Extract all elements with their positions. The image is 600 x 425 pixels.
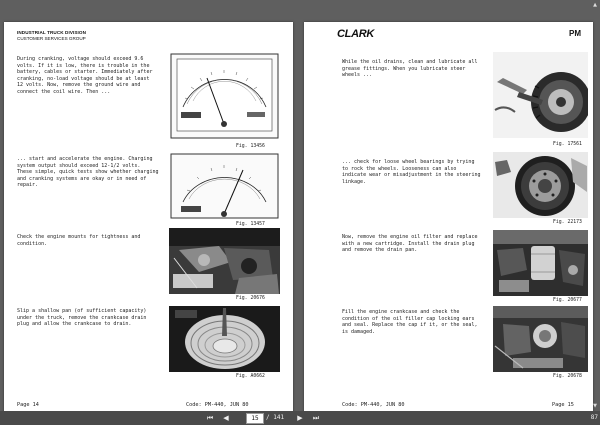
instruction-text: ... check for loose wheel bearings by trying to rock the wheels. Looseness can also indicate wear or misadjustment in the steering linkage. [342, 159, 481, 185]
figure-caption: Fig. 22173 [553, 220, 582, 225]
last-page-icon: ⏭ [312, 414, 320, 422]
page-15 [304, 22, 593, 414]
instruction-text: ... start and accelerate the engine. Charging system output should exceed 12-1/2 volts. These simple, quick tests show whether charging and cranking systems are okay or in need of repair. [17, 156, 159, 189]
figure-caption: Fig. A0662 [236, 374, 265, 379]
oil-filler-cap-photo [493, 306, 588, 372]
instruction-text: During cranking, voltage should exceed 9.6 volts. If it is low, there is trouble in the battery, cables or starter. Immediately after cranking, no-load voltage should be at least 12 volts. Now, remove the ground wire and connect the coil wire. Then ... [17, 56, 153, 95]
page-14 [4, 22, 293, 414]
scroll-down-icon[interactable]: ▼ [593, 403, 597, 409]
oil-filter-photo [493, 230, 588, 296]
prev-page-icon: ◀ [223, 414, 229, 422]
grease-fitting-photo [493, 52, 588, 138]
clark-logo: CLARK [337, 28, 374, 40]
voltmeter-photo [169, 152, 280, 220]
header-division: INDUSTRIAL TRUCK DIVISION [17, 30, 87, 35]
drain-pan-photo [169, 306, 280, 372]
page-number: Page 14 [17, 402, 39, 408]
instruction-text: Check the engine mounts for tightness and condition. [17, 234, 141, 247]
figure-caption: Fig. 13457 [236, 222, 265, 227]
instruction-text: Slip a shallow pan (of sufficient capacity) under the truck, remove the crankcase drain plug and allow the crankcase to drain. [17, 308, 147, 328]
zoom-level[interactable]: 87 [590, 414, 598, 421]
figure-caption: Fig. 20678 [553, 374, 582, 379]
first-page-icon: ⏮ [206, 414, 214, 422]
viewer-toolbar [0, 411, 600, 425]
figure-caption: Fig. 20676 [236, 296, 265, 301]
figure-caption: Fig. 13456 [236, 144, 265, 149]
instruction-text: While the oil drains, clean and lubricate all grease fittings. When you lubricate steer wheels ... [342, 59, 478, 79]
figure-caption: Fig. 20677 [553, 298, 582, 303]
voltmeter-photo [169, 52, 280, 140]
page-number-input[interactable]: 15 [246, 413, 264, 424]
next-page-button[interactable] [295, 413, 305, 423]
first-page-button[interactable] [205, 413, 215, 423]
scroll-up-icon[interactable]: ▲ [593, 2, 597, 8]
wheel-bearing-photo [493, 152, 588, 218]
section-label: PM [569, 29, 581, 38]
total-pages: / 141 [266, 414, 285, 421]
figure-caption: Fig. 17561 [553, 142, 582, 147]
document-code: Code: PM-440, JUN 80 [342, 402, 405, 408]
page-number: Page 15 [552, 402, 574, 408]
header-group: CUSTOMER SERVICES GROUP [17, 36, 86, 41]
instruction-text: Fill the engine crankcase and check the condition of the oil filler cap locking ears and seal. Replace the cap if it, or the seal, is damaged. [342, 309, 478, 335]
instruction-text: Now, remove the engine oil filter and replace with a new cartridge. Install the drain plug and remove the drain pan. [342, 234, 478, 254]
last-page-button[interactable] [311, 413, 321, 423]
engine-mount-photo [169, 228, 280, 294]
document-code: Code: PM-440, JUN 80 [186, 402, 249, 408]
prev-page-button[interactable] [221, 413, 231, 423]
next-page-icon: ▶ [297, 414, 303, 422]
